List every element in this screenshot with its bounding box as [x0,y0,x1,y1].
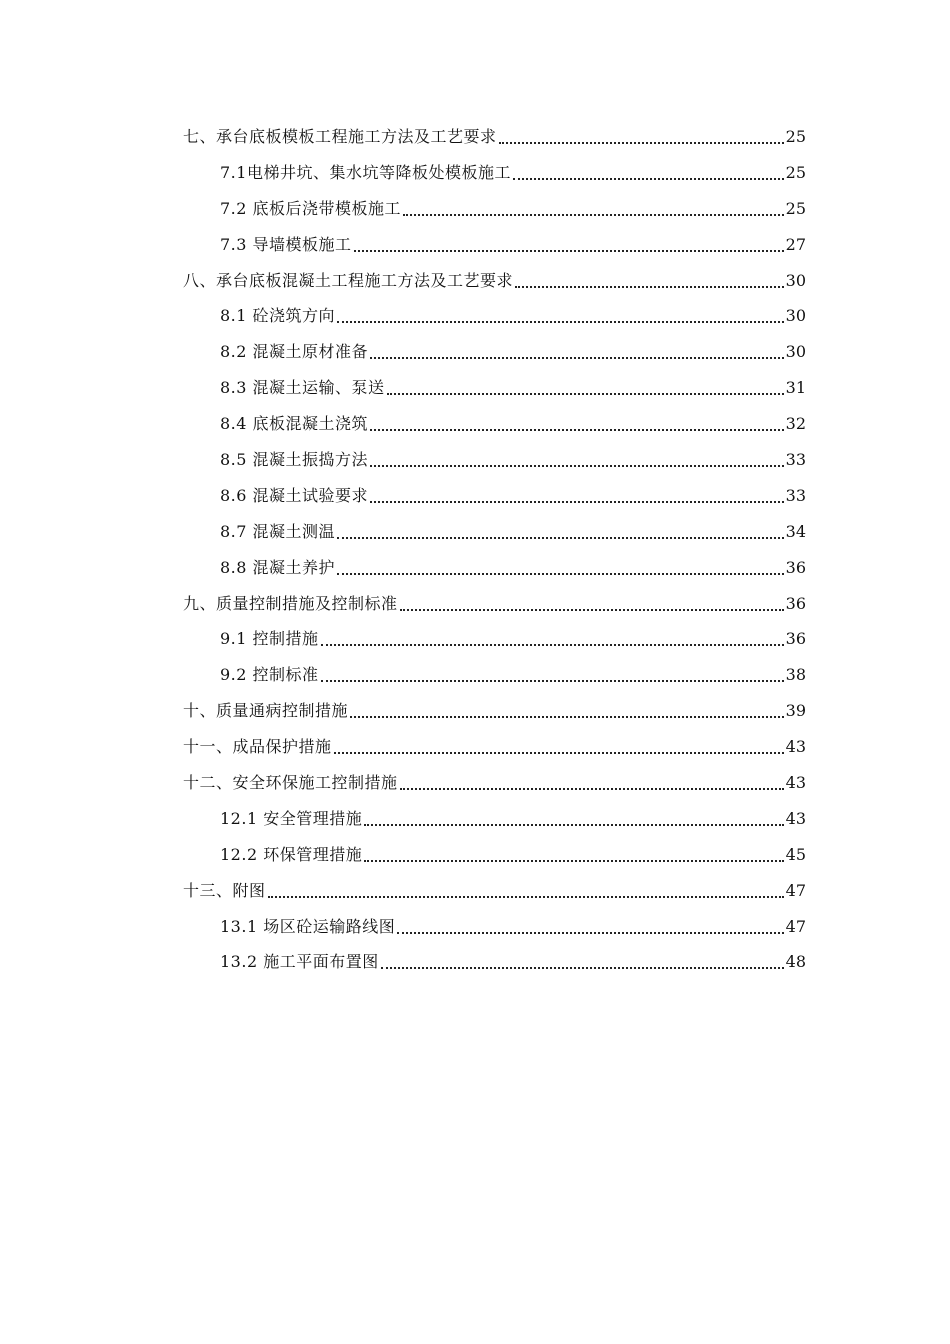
dot-leader [337,319,784,323]
toc-entry-line [220,235,950,255]
toc-entry-line [183,594,950,614]
dot-leader [370,463,784,467]
dot-leader [370,355,784,359]
toc-entry-page-number: 33 [785,485,806,505]
toc-entry[interactable] [0,837,950,873]
toc-entry[interactable] [0,227,950,263]
toc-entry-title: 十二、安全环保施工控制措施 [183,772,398,792]
toc-entry-page-number: 31 [785,378,806,398]
toc-entry-line [220,342,950,362]
toc-entry-line [220,163,950,183]
toc-entry[interactable] [0,909,950,945]
dot-leader [513,176,784,180]
toc-entry-title: 十、质量通病控制措施 [183,701,349,721]
toc-entry[interactable] [0,478,950,514]
dot-leader [364,822,783,826]
toc-entry[interactable] [0,586,950,622]
toc-entry-page-number: 34 [785,521,806,541]
toc-entry-line [220,558,950,578]
toc-entry-title: 8.4 底板混凝土浇筑 [220,414,369,434]
toc-entry[interactable] [0,263,950,299]
toc-entry-title: 8.7 混凝土测温 [220,521,336,541]
toc-entry-page-number: 47 [785,880,806,900]
toc-entry[interactable] [0,334,950,370]
toc-entry[interactable] [0,765,950,801]
toc-entry-title: 8.3 混凝土运输、泵送 [220,378,385,398]
toc-entry-page-number: 45 [785,844,806,864]
toc-entry-page-number: 27 [785,234,806,254]
toc-entry-line [183,881,950,901]
toc-entry-line [220,845,950,865]
toc-entry[interactable] [0,873,950,909]
dot-leader [364,858,783,862]
toc-entry[interactable] [0,119,950,155]
toc-entry-title: 8.6 混凝土试验要求 [220,485,369,505]
toc-entry-line [220,952,950,972]
toc-entry[interactable] [0,442,950,478]
dot-leader [397,930,783,934]
toc-entry-title: 12.2 环保管理措施 [220,844,363,864]
toc-entry-page-number: 25 [785,198,806,218]
toc-entry-page-number: 36 [785,629,806,649]
toc-entry-title: 八、承台底板混凝土工程施工方法及工艺要求 [183,270,514,290]
toc-entry-title: 十三、附图 [183,880,266,900]
toc-entry-line [220,450,950,470]
dot-leader [370,499,784,503]
toc-entry[interactable] [0,621,950,657]
toc-entry-page-number: 39 [785,701,806,721]
toc-entry[interactable] [0,944,950,980]
dot-leader [400,786,784,790]
dot-leader [268,894,784,898]
dot-leader [403,212,784,216]
toc-entry-line [220,306,950,326]
toc-entry-line [220,809,950,829]
dot-leader [354,248,784,252]
toc-entry-line [220,378,950,398]
toc-entry-page-number: 43 [785,737,806,757]
toc-entry-page-number: 38 [785,665,806,685]
toc-entry-page-number: 36 [785,557,806,577]
toc-entry-page-number: 25 [785,162,806,182]
toc-entry-line [220,414,950,434]
toc-entry-line [183,737,950,757]
toc-entry-line [220,522,950,542]
toc-entry-page-number: 30 [785,306,806,326]
toc-entry-page-number: 30 [785,342,806,362]
toc-entry-line [183,271,950,291]
toc-entry-page-number: 33 [785,449,806,469]
toc-entry-line [220,629,950,649]
toc-entry-title: 12.1 安全管理措施 [220,808,363,828]
toc-entry-page-number: 36 [785,593,806,613]
dot-leader [337,571,784,575]
dot-leader [515,284,784,288]
dot-leader [337,535,784,539]
toc-entry-page-number: 25 [785,126,806,146]
toc-entry-page-number: 30 [785,270,806,290]
toc-entry-page-number: 43 [785,772,806,792]
toc-entry-title: 13.1 场区砼运输路线图 [220,916,396,936]
table-of-contents [0,119,950,980]
dot-leader [350,714,784,718]
toc-entry[interactable] [0,191,950,227]
toc-entry[interactable] [0,514,950,550]
toc-entry-title: 7.3 导墙模板施工 [220,234,352,254]
toc-entry-title: 8.8 混凝土养护 [220,557,336,577]
toc-entry-page-number: 43 [785,808,806,828]
toc-entry-title: 九、质量控制措施及控制标准 [183,593,398,613]
dot-leader [387,391,784,395]
toc-entry-line [183,701,950,721]
toc-entry-title: 9.1 控制措施 [220,629,319,649]
toc-entry[interactable] [0,729,950,765]
toc-entry[interactable] [0,801,950,837]
toc-entry[interactable] [0,406,950,442]
dot-leader [321,678,784,682]
toc-entry-line [220,199,950,219]
toc-entry-line [220,917,950,937]
toc-entry-line [220,486,950,506]
dot-leader [400,607,784,611]
toc-entry-title: 七、承台底板模板工程施工方法及工艺要求 [183,126,497,146]
toc-entry-page-number: 47 [785,916,806,936]
toc-entry[interactable] [0,550,950,586]
toc-entry[interactable] [0,370,950,406]
dot-leader [370,427,784,431]
toc-entry-line [183,127,950,147]
toc-entry-title: 8.5 混凝土振捣方法 [220,449,369,469]
toc-entry-title: 9.2 控制标准 [220,665,319,685]
toc-entry-line [183,773,950,793]
toc-entry-page-number: 48 [785,952,806,972]
toc-entry-title: 7.2 底板后浇带模板施工 [220,198,402,218]
toc-entry-line [220,665,950,685]
dot-leader [321,642,784,646]
toc-entry[interactable] [0,693,950,729]
toc-entry-title: 8.2 混凝土原材准备 [220,342,369,362]
toc-entry-page-number: 32 [785,414,806,434]
dot-leader [499,140,784,144]
toc-entry-title: 7.1电梯井坑、集水坑等降板处模板施工 [220,162,511,182]
dot-leader [334,750,784,754]
dot-leader [381,965,784,969]
toc-entry-title: 8.1 砼浇筑方向 [220,306,336,326]
toc-entry-title: 13.2 施工平面布置图 [220,952,379,972]
toc-entry[interactable] [0,298,950,334]
toc-entry-title: 十一、成品保护措施 [183,737,332,757]
toc-entry[interactable] [0,657,950,693]
toc-entry[interactable] [0,155,950,191]
